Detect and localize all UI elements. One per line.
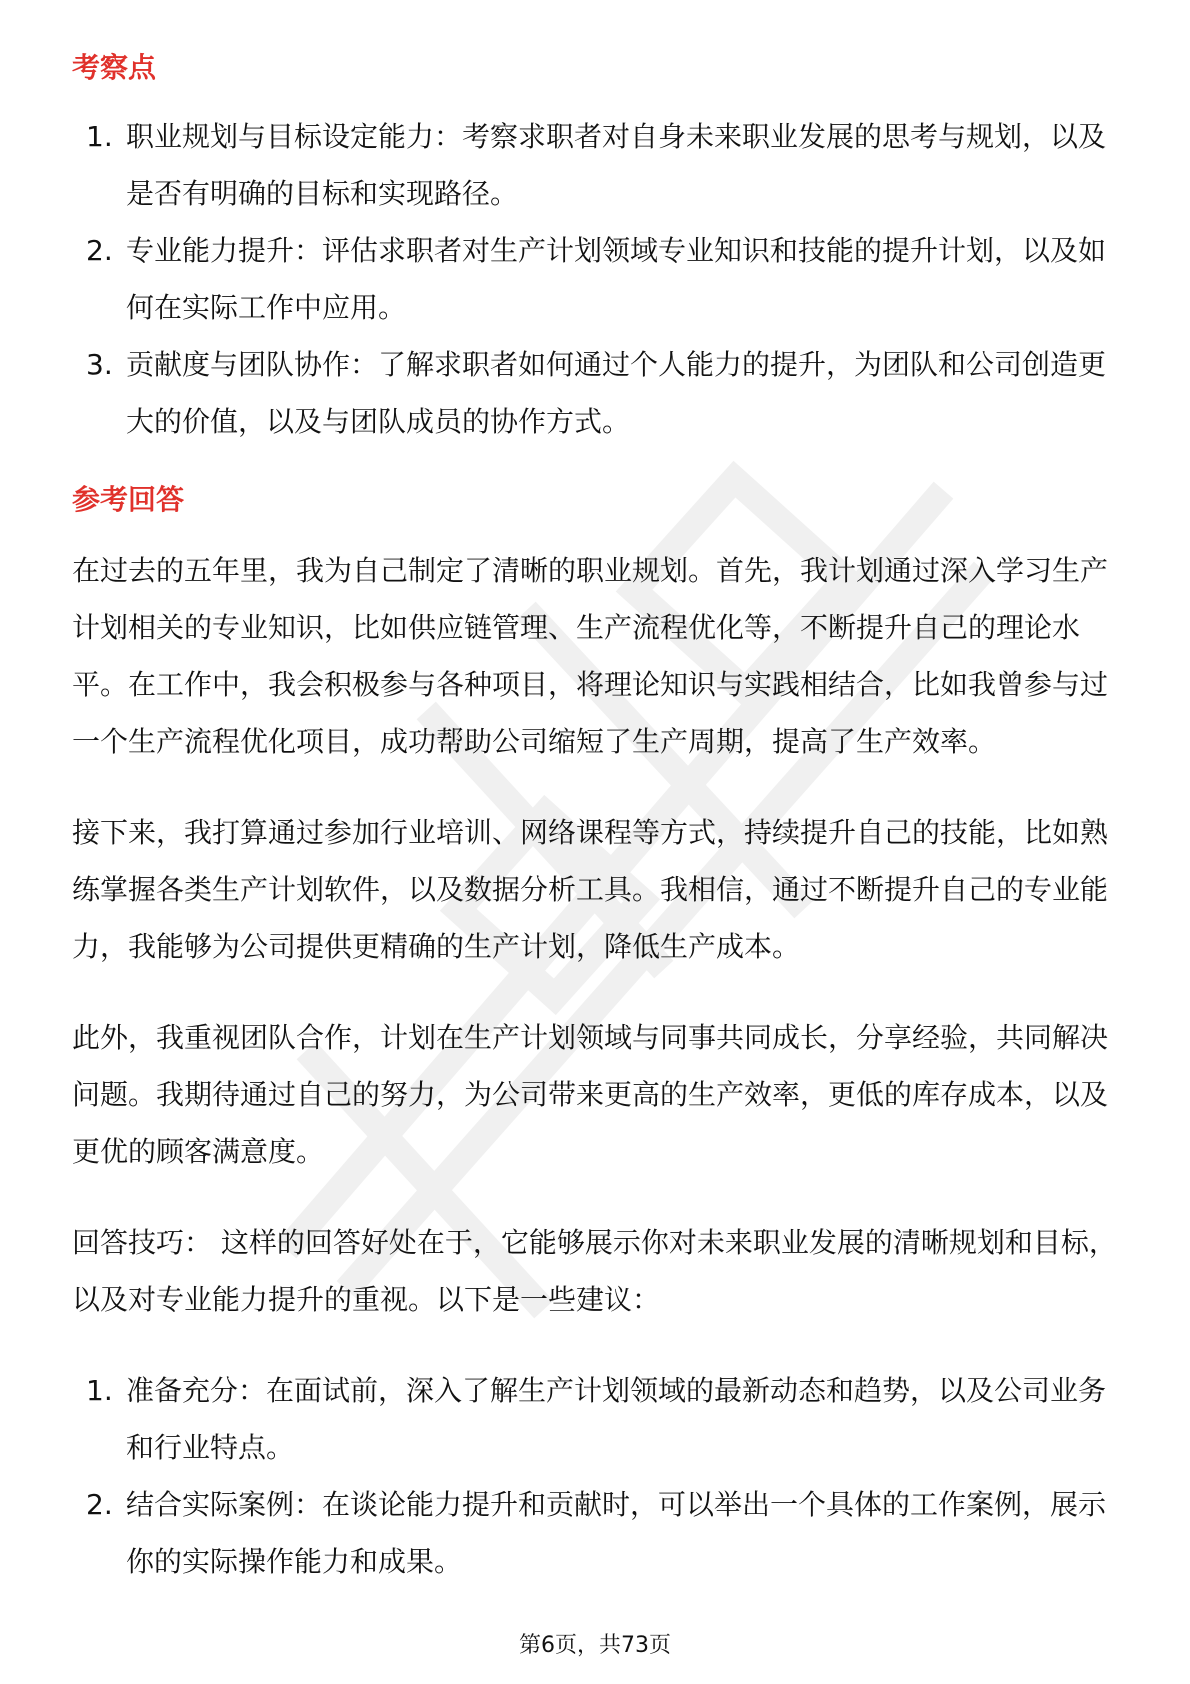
content-body	[72, 44, 1120, 1590]
focus-point-list	[72, 108, 1120, 450]
page-number: 第6页，共73页	[519, 1633, 671, 1658]
list-item-text: 专业能力提升：评估求职者对生产计划领域专业知识和技能的提升计划，以及如何在实际工作中应用。	[126, 234, 1107, 324]
answer-paragraph: 在过去的五年里，我为自己制定了清晰的职业规划。首先，我计划通过深入学习生产计划相关的专业知识，比如供应链管理、生产流程优化等，不断提升自己的理论水平。在工作中，我会积极参与各种项目，将理论知识与实践相结合，比如我曾参与过一个生产流程优化项目，成功帮助公司缩短了生产周期，提高了生产效率。	[72, 554, 1109, 758]
list-item	[72, 1362, 1120, 1476]
tips-list	[72, 1362, 1120, 1590]
answer-tips-paragraph: 回答技巧： 这样的回答好处在于，它能够展示你对未来职业发展的清晰规划和目标，以及对专业能力提升的重视。以下是一些建议：	[72, 1226, 1117, 1316]
answer-paragraph: 接下来，我打算通过参加行业培训、网络课程等方式，持续提升自己的技能，比如熟练掌握各类生产计划软件，以及数据分析工具。我相信，通过不断提升自己的专业能力，我能够为公司提供更精确的生产计划，降低生产成本。	[72, 816, 1109, 963]
list-number: 1.	[86, 120, 113, 153]
answer-paragraph: 此外，我重视团队合作，计划在生产计划领域与同事共同成长，分享经验，共同解决问题。我期待通过自己的努力，为公司带来更高的生产效率，更低的库存成本，以及更优的顾客满意度。	[72, 1021, 1109, 1168]
list-item	[72, 1476, 1120, 1590]
section-title-focus: 考察点	[72, 51, 157, 84]
list-number: 3.	[86, 348, 113, 381]
list-item-text: 职业规划与目标设定能力：考察求职者对自身未来职业发展的思考与规划，以及是否有明确的目标和实现路径。	[126, 120, 1107, 210]
list-item	[72, 222, 1120, 336]
list-number: 2.	[86, 234, 113, 267]
list-number: 1.	[86, 1374, 113, 1407]
list-item-text: 结合实际案例：在谈论能力提升和贡献时，可以举出一个具体的工作案例，展示你的实际操作能力和成果。	[126, 1488, 1107, 1578]
list-number: 2.	[86, 1488, 113, 1521]
list-item-text: 贡献度与团队协作：了解求职者如何通过个人能力的提升，为团队和公司创造更大的价值，以及与团队成员的协作方式。	[126, 348, 1107, 438]
section-title-reference-answer: 参考回答	[72, 483, 185, 516]
list-item	[72, 108, 1120, 222]
list-item	[72, 336, 1120, 450]
list-item-text: 准备充分：在面试前，深入了解生产计划领域的最新动态和趋势，以及公司业务和行业特点。	[126, 1374, 1107, 1464]
